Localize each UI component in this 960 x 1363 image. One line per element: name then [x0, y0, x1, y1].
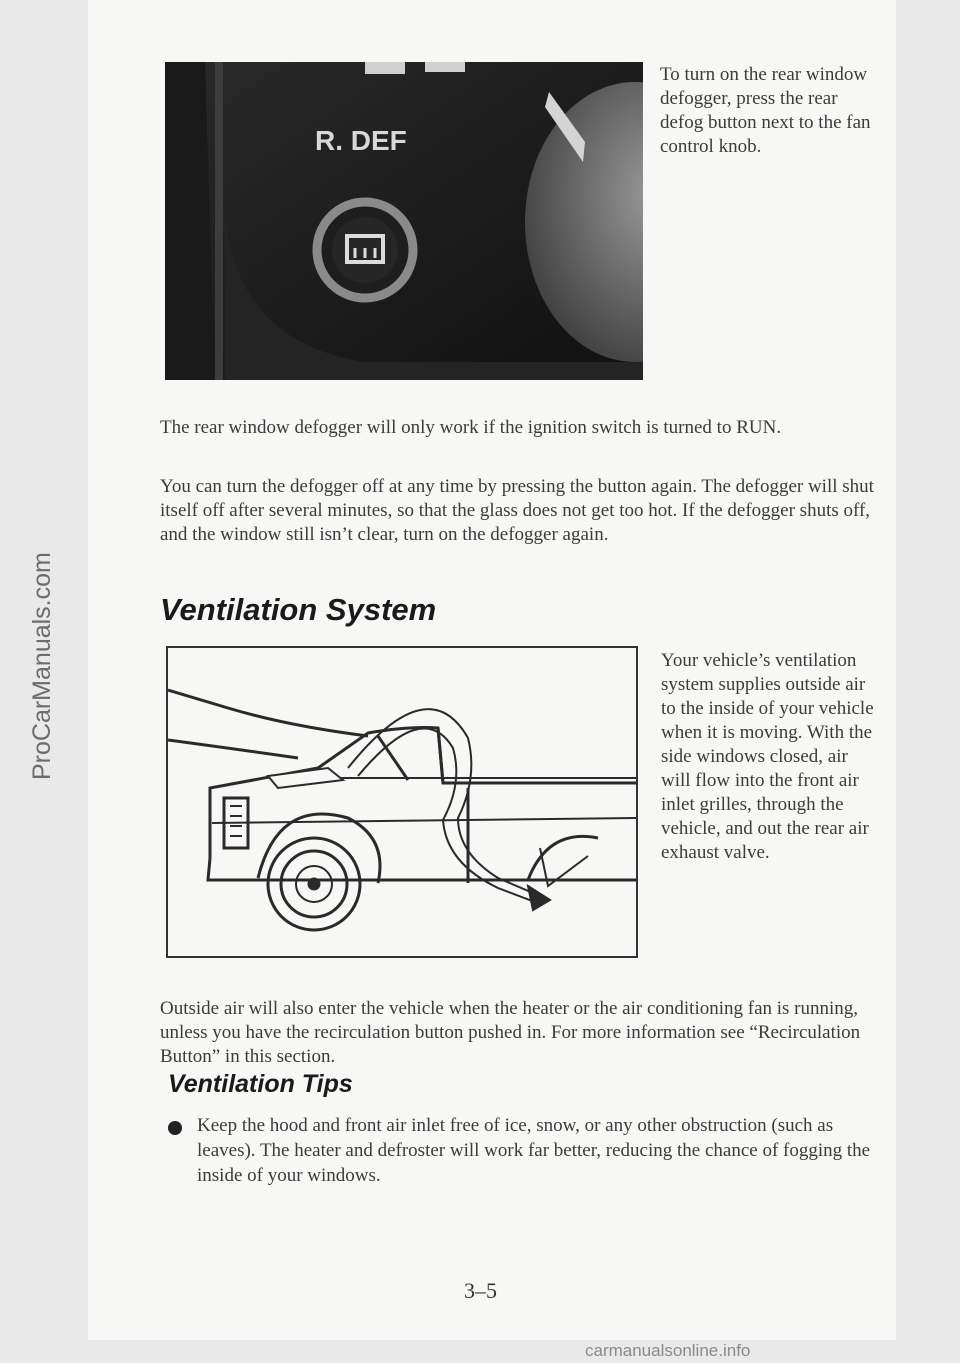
bullet-icon — [168, 1121, 182, 1135]
side-watermark: ProCarManuals.com — [28, 552, 56, 780]
defogger-panel-illustration — [165, 62, 643, 380]
defogger-off-paragraph: You can turn the defogger off at any time by pressing the button again. The defogger will shut itself off after several minutes, so that the glass does not get too hot. If the defogger shuts off, and the window still isn’t clear, turn on the defogger again. — [160, 476, 874, 545]
bottom-watermark: carmanualsonline.info — [585, 1341, 751, 1360]
defogger-caption: To turn on the rear window defogger, press the rear defog button next to the fan control knob. — [660, 64, 871, 157]
tip-item: Keep the hood and front air inlet free of ice, snow, or any other obstruction (such as leaves). The heater and defroster will work far better, reducing the chance of fogging the inside of your windows. — [197, 1115, 871, 1186]
ventilation-system-heading: Ventilation System — [160, 592, 437, 627]
r-def-label: R. DEF — [315, 125, 407, 156]
page-number: 3–5 — [464, 1278, 497, 1303]
rear-defogger-photo — [165, 62, 643, 380]
outside-air-paragraph: Outside air will also enter the vehicle when the heater or the air conditioning fan is running, unless you have the recirculation button pushed in. For more information see “Recirculation Button” in this section. — [160, 998, 861, 1067]
ventilation-illustration — [166, 646, 638, 958]
truck-airflow-diagram — [168, 648, 636, 956]
ignition-paragraph: The rear window defogger will only work if the ignition switch is turned to RUN. — [160, 417, 782, 438]
ventilation-caption: Your vehicle’s ventilation system supplies outside air to the inside of your vehicle when it is moving. With the side windows closed, air will flow into the front air inlet grilles, through the vehicle, and out the rear air exhaust valve. — [661, 650, 874, 863]
ventilation-tips-heading: Ventilation Tips — [168, 1070, 353, 1098]
